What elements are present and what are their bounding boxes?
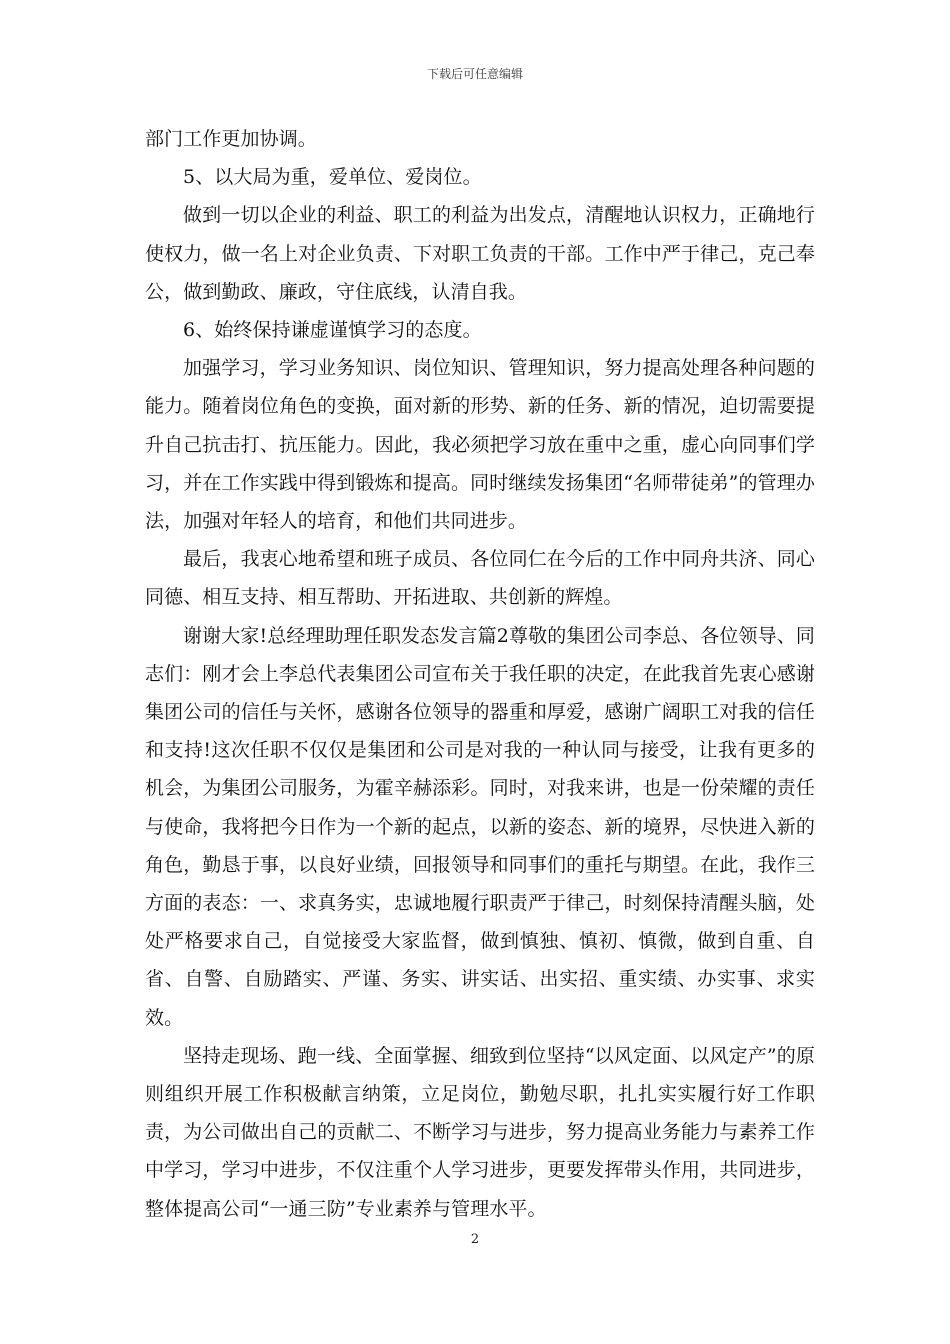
page-number: 2 — [470, 1232, 480, 1247]
paragraph-3: 做到一切以企业的利益、职工的利益为出发点，清醒地认识权力，正确地行使权力，做一名上对企业负责、下对职工负责的干部。工作中严于律己，克己奉公，做到勤政、廉政，守住底线，认清自我。 — [145, 204, 815, 303]
paragraph-7: 谢谢大家!总经理助理任职发态发言篇2尊敬的集团公司李总、各位领导、同志们：刚才会上李总代表集团公司宣布关于我任职的决定，在此我首先衷心感谢集团公司的信任与关怀，感谢各位领导的器重和厚爱，感谢广阔职工对我的信任和支持!这次任职不仅仅是集团和公司是对我的一种认同与接受，让我有更多的机会，为集团公司服务，为霍辛赫添彩。同时，对我来讲，也是一份荣耀的责任与使命，我将把今日作为一个新的起点，以新的姿态、新的境界，尽快进入新的角色，勤恳于事，以良好业绩，回报领导和同事们的重托与期望。在此，我作三方面的表态：一、求真务实，忠诚地履行职责严于律己，时刻保持清醒头脑，处处严格要求自己，自觉接受大家监督，做到慎独、慎初、慎微，做到自重、自省、自警、自励踏实、严谨、务实、讲实话、出实招、重实绩、办实事、求实效。 — [145, 624, 815, 1029]
paragraph-4: 6、始终保持谦虚谨慎学习的态度。 — [183, 319, 482, 342]
paragraph-5: 加强学习，学习业务知识、岗位知识、管理知识，努力提高处理各种问题的能力。随着岗位角色的变换，面对新的形势、新的任务、新的情况，迫切需要提升自己抗击打、抗压能力。因此，我必须把学习放在重中之重，虚心向同事们学习，并在工作实践中得到锻炼和提高。同时继续发扬集团“名师带徒弟”的管理办法，加强对年轻人的培育，和他们共同进步。 — [145, 357, 815, 533]
paragraph-2: 5、以大局为重，爱单位、爱岗位。 — [183, 166, 482, 189]
paragraph-8: 坚持走现场、跑一线、全面掌握、细致到位坚持“以风定面、以风定产”的原则组织开展工作积极献言纳策，立足岗位，勤勉尽职，扎扎实实履行好工作职责，为公司做出自己的贡献二、不断学习与进步，努力提高业务能力与素养工作中学习，学习中进步，不仅注重个人学习进步，更要发挥带头作用，共同进步，整体提高公司“一通三防”专业素养与管理水平。 — [145, 1044, 815, 1220]
paragraph-1: 部门工作更加协调。 — [145, 128, 317, 150]
paragraph-6: 最后，我衷心地希望和班子成员、各位同仁在今后的工作中同舟共济、同心同德、相互支持、相互帮助、开拓进取、共创新的辉煌。 — [145, 548, 815, 609]
document-body — [145, 120, 815, 1228]
page-header: 下载后可任意编辑 — [426, 67, 523, 81]
